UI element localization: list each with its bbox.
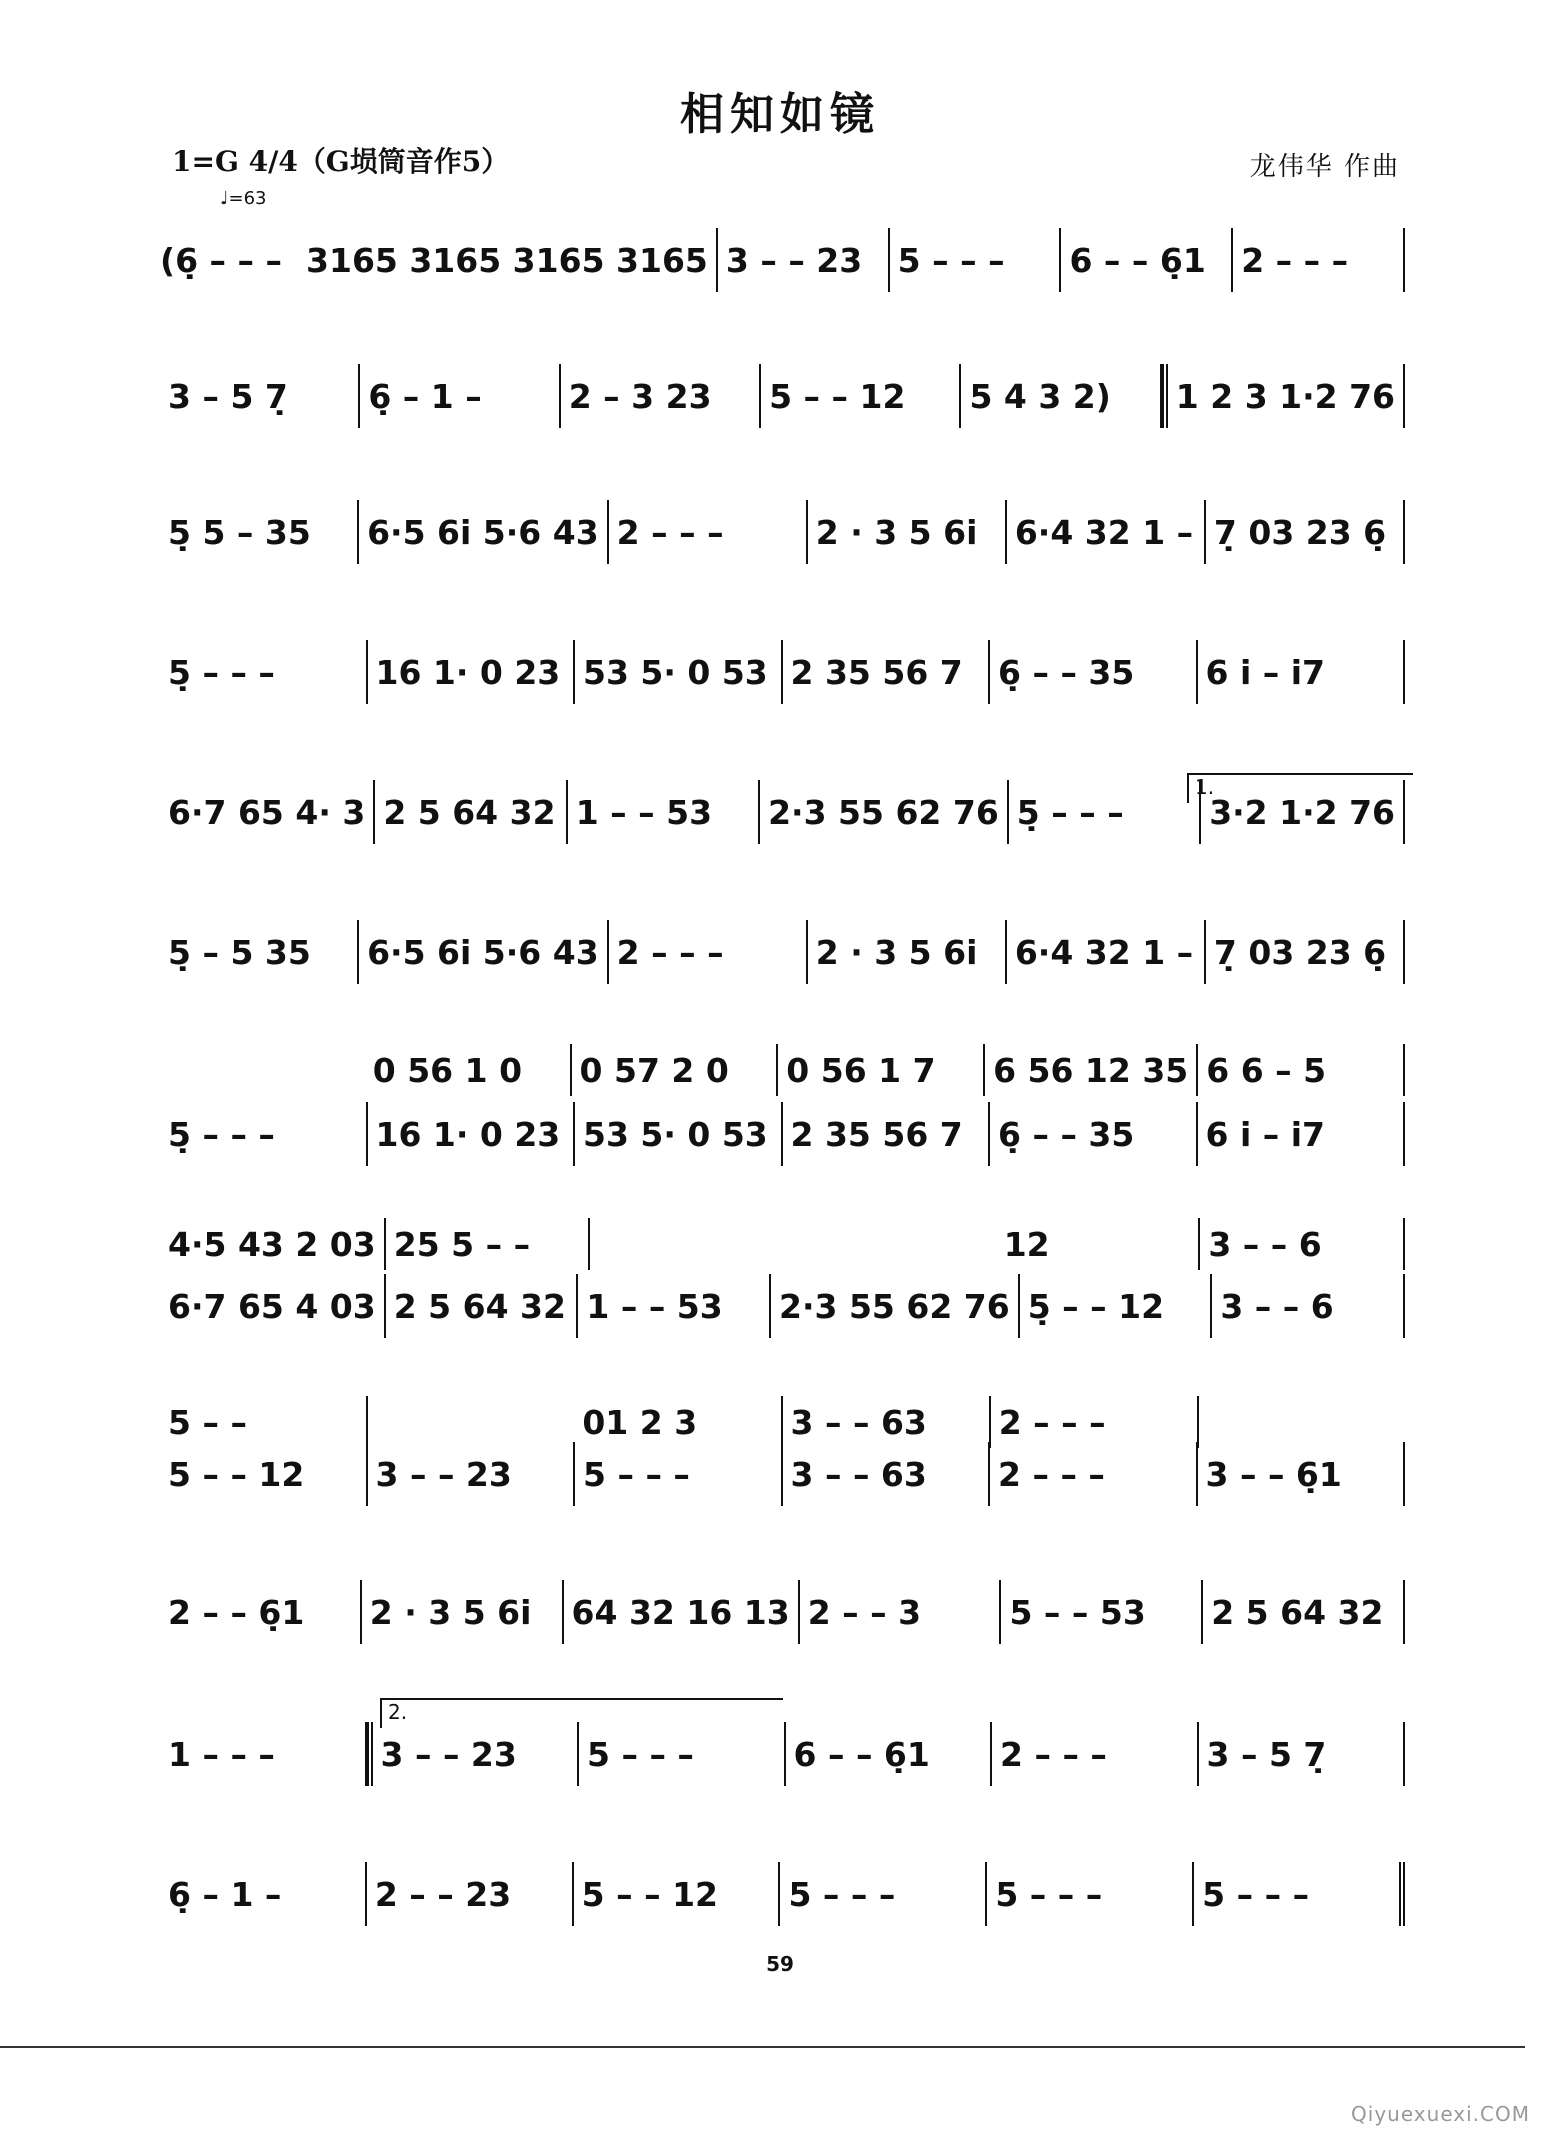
measure: 5 – – 12 [574,1862,781,1926]
measure: 2 35 56 7 [783,1102,991,1166]
measure: 2·3 55 62 76 [771,1274,1020,1338]
measure: 6̣ – – 35 [990,640,1198,704]
measure: 6 – – 6̣1 [786,1722,993,1786]
measure: 2 – – – [991,1396,1199,1448]
measure: 3 – – 23 [718,228,890,292]
measure: 2 5 64 32 [1203,1580,1405,1644]
song-title: 相知如镜 [680,89,880,140]
measure: 0 57 2 0 [572,1044,779,1096]
measure: 6 i – i7 [1198,640,1406,704]
measure: 5 – – 12 [160,1442,368,1506]
measure: 5 – – – [579,1722,786,1786]
measure: 5̣ – – – [160,640,368,704]
score-row [160,1274,1405,1338]
measure: 5̣ – – 12 [1020,1274,1213,1338]
score-row [160,1102,1405,1166]
measure: 53 5· 0 53 [575,1102,783,1166]
score-row [160,228,1405,292]
measure: 53 5· 0 53 [575,640,783,704]
measure: 5 – – [160,1396,368,1448]
measure: 6̣ – – 35 [990,1102,1198,1166]
footer-rule [0,2046,1525,2048]
measure: 2 – – 6̣1 [160,1580,362,1644]
measure: 2·3 55 62 76 [760,780,1009,844]
volta-first-ending: 1. [1187,773,1413,803]
measure: 0 56 1 0 [365,1044,572,1096]
measure: 6·4 32 1 – [1007,500,1206,564]
measure: 2 – – – [1233,228,1405,292]
composer-credit: 龙伟华 作曲 [1249,152,1400,182]
measure: 3 – – 23 [367,1722,580,1786]
key-signature: 1=G 4/4（G埙筒音作5） [172,145,510,178]
score-row [160,364,1405,428]
measure [160,1044,365,1096]
measure: 5̣ – 5 35 [160,920,359,984]
score-row [160,1218,1405,1270]
measure: 2 – – – [992,1722,1199,1786]
measure: 6 6 – 5 [1198,1044,1405,1096]
measure: 01 2 3 [574,1396,782,1448]
measure: 6·5 6i 5·6 43 [359,500,609,564]
measure: 3 – – 6̣1 [1198,1442,1406,1506]
measure: 5 – – – [1194,1862,1405,1926]
measure: 2 – – – [609,920,808,984]
measure: 5 – – – [575,1442,783,1506]
measure: 6 i – i7 [1198,1102,1406,1166]
measure: 5 – – – [780,1862,987,1926]
measure: 6·7 65 4 03 [160,1274,386,1338]
measure: 0 56 1 7 [778,1044,985,1096]
measure: 2 – – – [990,1442,1198,1506]
measure: 3 – – 6 [1200,1218,1405,1270]
measure: 2 – 3 23 [561,364,761,428]
measure: 1 – – 53 [578,1274,771,1338]
measure: 2 – – 3 [800,1580,1002,1644]
score-row [160,1396,1405,1448]
measure: 1 – – – [160,1722,367,1786]
measure: 3 – – 63 [783,1396,991,1448]
measure: 7̣ 03 23 6̣ [1206,500,1405,564]
measure: 16 1· 0 23 [368,640,576,704]
measure [368,1396,574,1448]
measure: 5 4 3 2) [961,364,1161,428]
score-row [160,1722,1405,1786]
measure: 2 35 56 7 [783,640,991,704]
measure: 1 2 3 1·2 76 [1162,364,1405,428]
measure: 2 – – 23 [367,1862,574,1926]
measure: 2 · 3 5 6i [808,500,1007,564]
measure: 2 – – – [609,500,808,564]
measure: 3165 3165 3165 3165 [298,228,718,292]
measure: 64 32 16 13 [564,1580,800,1644]
measure: 3·2 1·2 76 [1201,780,1405,844]
score-row [160,1862,1405,1926]
measure: 1 – – 53 [568,780,760,844]
site-watermark: Qiyuexuexi.COM [1351,2102,1530,2126]
tempo-marking: ♩=63 [220,188,267,209]
measure: 6·5 6i 5·6 43 [359,920,609,984]
measure: 6 – – 6̣1 [1061,228,1233,292]
page-number: 59 [766,1952,794,1976]
measure: 2 5 64 32 [386,1274,579,1338]
measure [793,1218,996,1270]
score-row [160,640,1405,704]
measure: 5̣ – – – [1009,780,1201,844]
measure [1199,1396,1405,1448]
measure: 2 · 3 5 6i [808,920,1007,984]
measure: 3 – – 63 [783,1442,991,1506]
measure: 3 – 5 7̣ [1199,1722,1406,1786]
measure: 5 – – 12 [761,364,961,428]
measure: 5 – – 53 [1001,1580,1203,1644]
measure: 16 1· 0 23 [368,1102,576,1166]
measure: 2 · 3 5 6i [362,1580,564,1644]
measure: 5 – – – [987,1862,1194,1926]
measure: 3 – – 6 [1212,1274,1405,1338]
measure: 3 – – 23 [368,1442,576,1506]
score-row [160,500,1405,564]
measure: 5̣ 5 – 35 [160,500,359,564]
measure [590,1218,793,1270]
measure: 25 5 – – [386,1218,591,1270]
measure: 12 [996,1218,1201,1270]
measure: 6 56 12 35 [985,1044,1198,1096]
measure: 6·4 32 1 – [1007,920,1206,984]
measure: 6·7 65 4· 3 [160,780,375,844]
measure: 6̣ – 1 – [360,364,560,428]
measure: 5̣ – – – [160,1102,368,1166]
measure: 4·5 43 2 03 [160,1218,386,1270]
measure: 2 5 64 32 [375,780,567,844]
row-lead-notes: (6̣ – – – [160,240,283,280]
measure: 6̣ – 1 – [160,1862,367,1926]
score-row [160,1442,1405,1506]
volta-second-ending: 2. [380,1698,783,1728]
score-row [160,1580,1405,1644]
measure: 7̣ 03 23 6̣ [1206,920,1405,984]
score-row [160,1044,1405,1096]
measure: 5 – – – [890,228,1062,292]
measure: 3 – 5 7̣ [160,364,360,428]
score-row [160,920,1405,984]
